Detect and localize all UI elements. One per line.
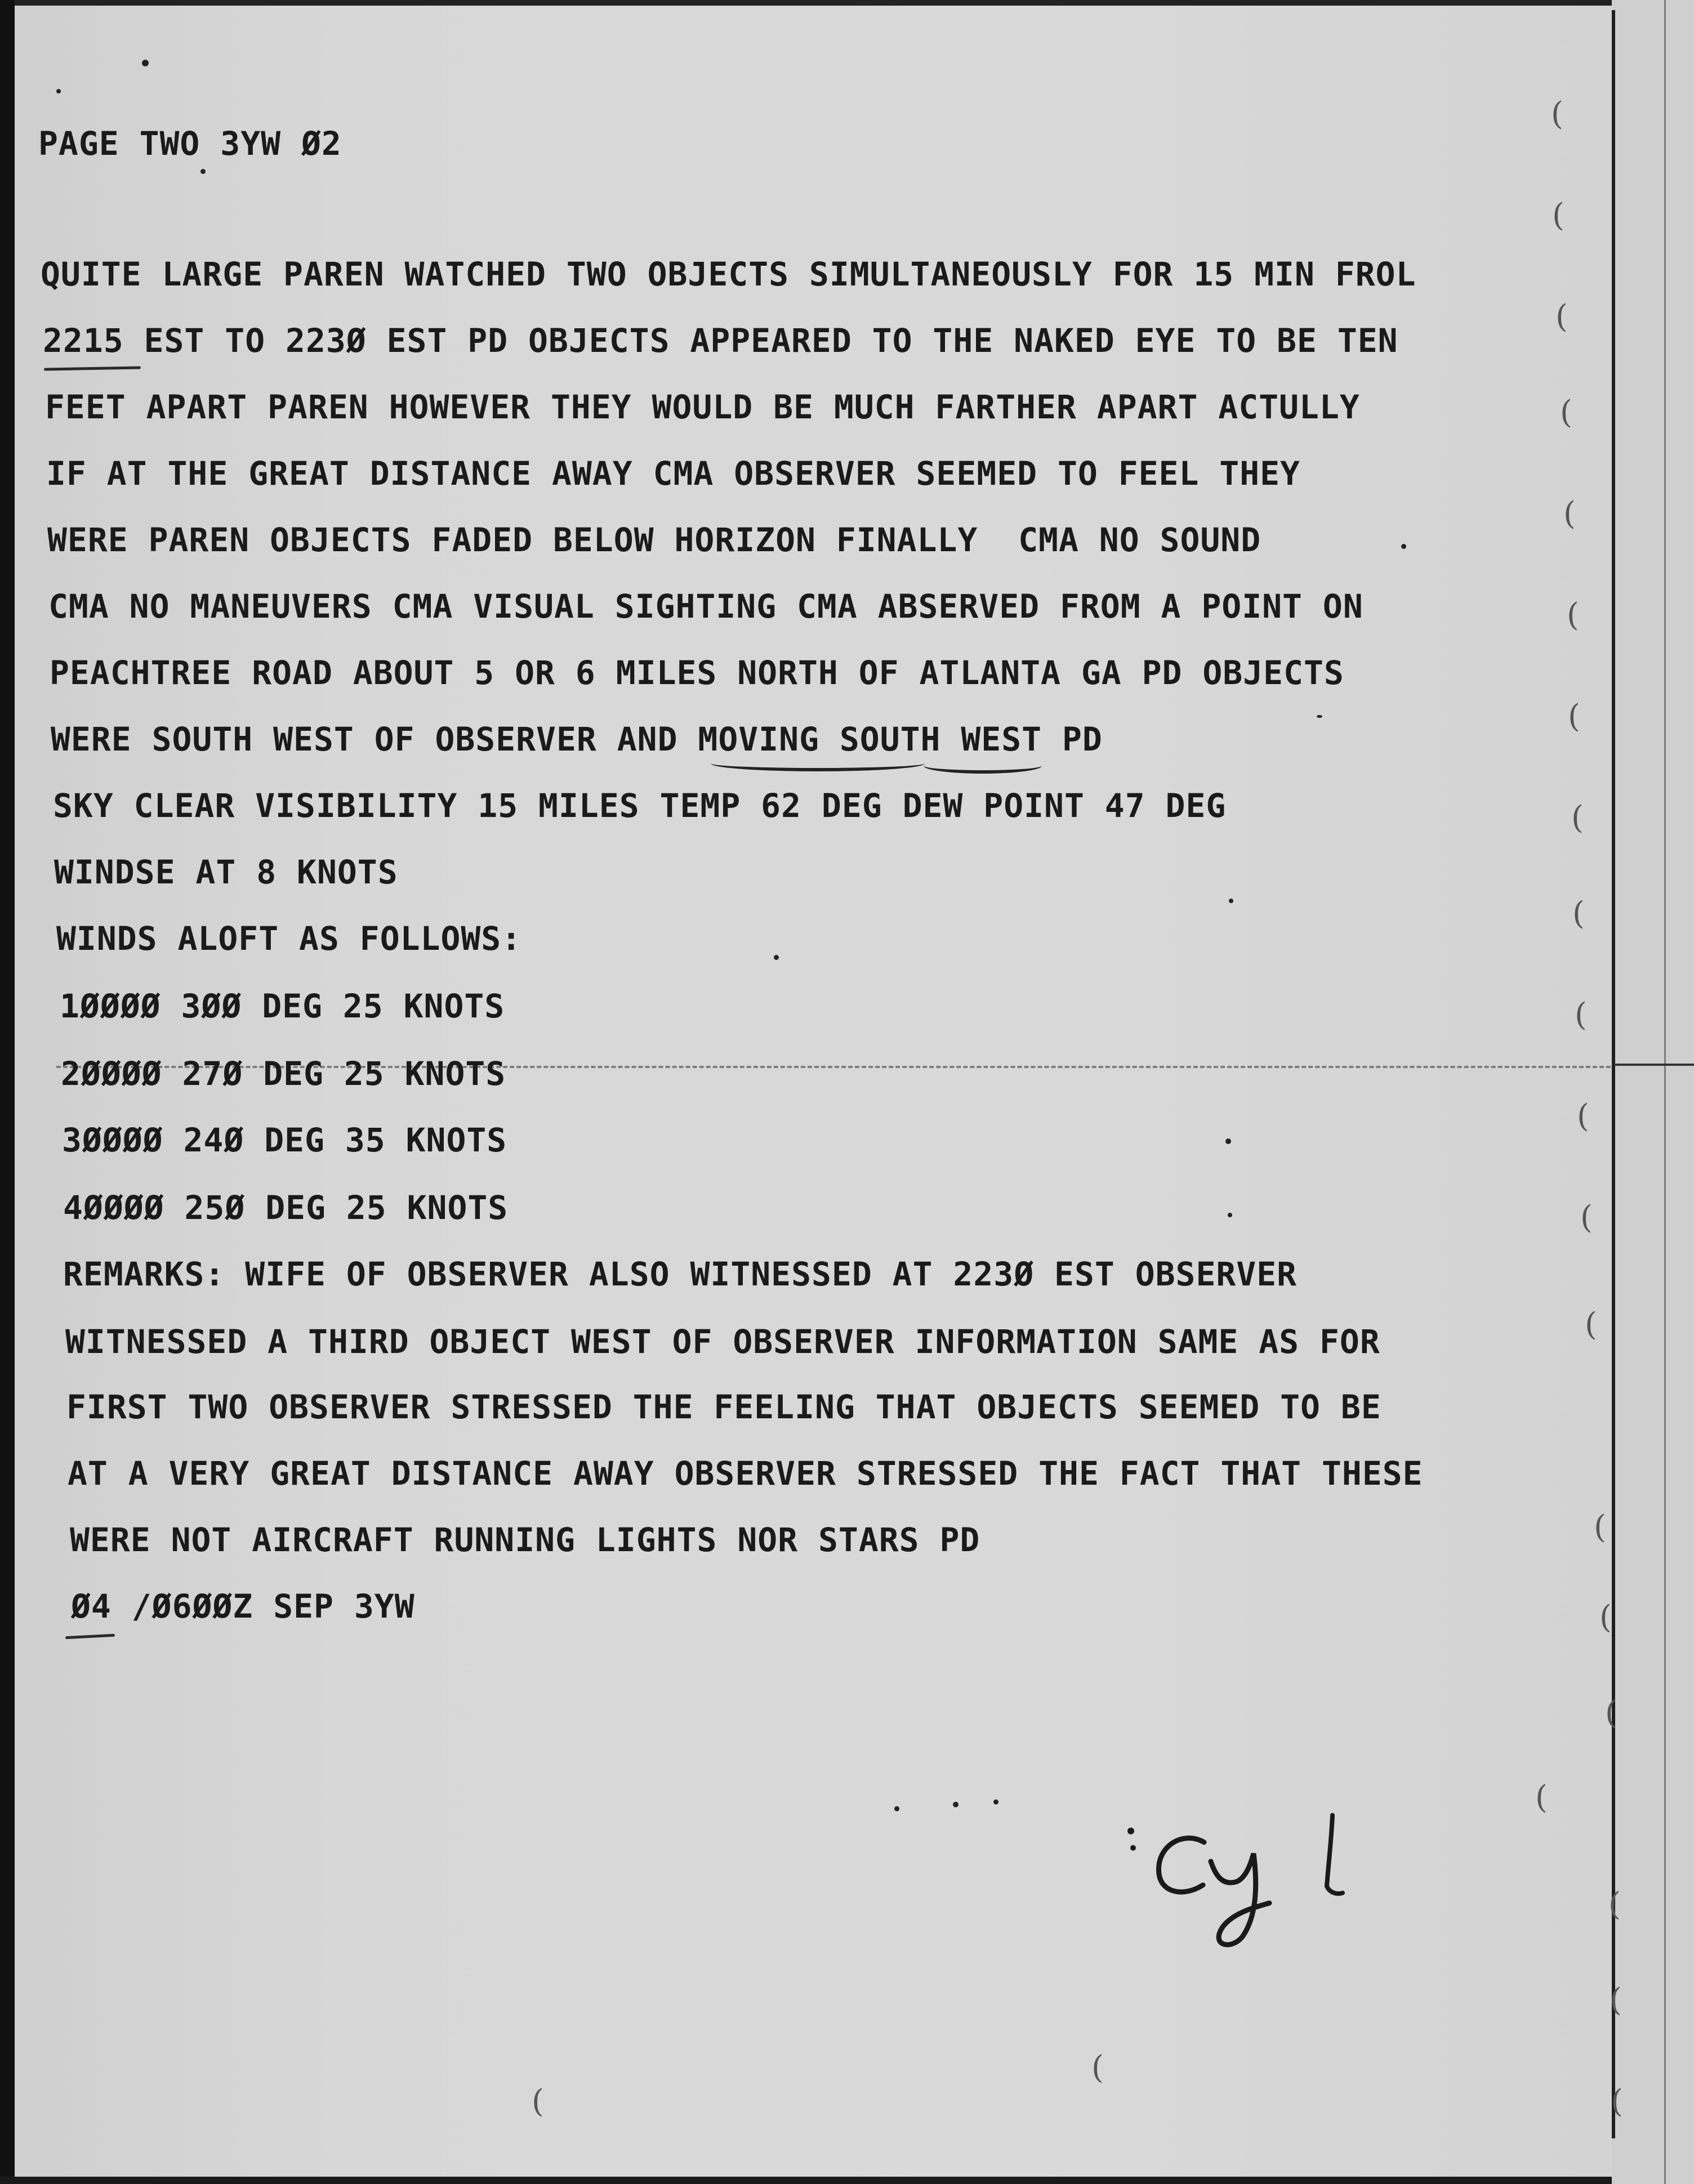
speck: [200, 169, 206, 174]
margin-mark: (: [1610, 1982, 1622, 2018]
message-line: FEET APART PAREN HOWEVER THEY WOULD BE MUCH FARTHER APART ACTULLY: [45, 388, 1360, 426]
margin-mark: (: [1575, 997, 1587, 1033]
margin-mark: (: [1577, 1098, 1589, 1135]
page-header: PAGE TWO 3YW Ø2: [38, 124, 342, 163]
margin-mark: (: [1608, 1886, 1621, 1923]
speck: [894, 1806, 899, 1811]
pen-underline: [44, 366, 141, 370]
winds-aloft-row: 4ØØØØ 25Ø DEG 25 KNOTS: [63, 1189, 509, 1227]
margin-mark: (: [1568, 698, 1580, 735]
message-line: WITNESSED A THIRD OBJECT WEST OF OBSERVER INFORMATION SAME AS FOR: [65, 1323, 1380, 1361]
message-line: CMA NO MANEUVERS CMA VISUAL SIGHTING CMA ABSERVED FROM A POINT ON: [48, 587, 1363, 626]
margin-mark: (: [1567, 597, 1579, 633]
speck: [774, 955, 779, 960]
message-line: WINDS ALOFT AS FOLLOWS:: [56, 919, 522, 958]
margin-mark: (: [1580, 1199, 1593, 1236]
pen-brace: [924, 758, 1042, 774]
message-line: WERE SOUTH WEST OF OBSERVER AND MOVING SOUTH WEST PD: [51, 720, 1103, 758]
message-line: FIRST TWO OBSERVER STRESSED THE FEELING THAT OBJECTS SEEMED TO BE: [66, 1388, 1381, 1426]
margin-mark: (: [1551, 96, 1563, 132]
speck: [953, 1802, 959, 1807]
message-line: SKY CLEAR VISIBILITY 15 MILES TEMP 62 DEG DEW POINT 47 DEG: [53, 787, 1227, 825]
message-line: AT A VERY GREAT DISTANCE AWAY OBSERVER STRESSED THE FACT THAT THESE: [68, 1454, 1423, 1493]
winds-aloft-row: 1ØØØØ 3ØØ DEG 25 KNOTS: [60, 987, 505, 1025]
speck: [1229, 899, 1233, 903]
margin-mark: (: [1585, 1306, 1597, 1343]
margin-mark: (: [1560, 394, 1572, 431]
pen-brace: [711, 756, 925, 771]
message-line: 2215 EST TO 223Ø EST PD OBJECTS APPEARED TO THE NAKED EYE TO BE TEN: [43, 321, 1398, 360]
message-line: WINDSE AT 8 KNOTS: [54, 853, 398, 891]
scan-edge-bottom: [0, 2177, 1694, 2184]
pen-underline: [65, 1634, 115, 1640]
winds-aloft-row: 3ØØØØ 24Ø DEG 35 KNOTS: [62, 1121, 507, 1159]
margin-mark: (: [1611, 2083, 1623, 2120]
margin-mark: (: [1563, 495, 1576, 532]
speck: [1228, 1213, 1232, 1217]
message-line: QUITE LARGE PAREN WATCHED TWO OBJECTS SIMULTANEOUSLY FOR 15 MIN FROL: [41, 255, 1416, 293]
date-time-group: Ø4 /Ø6ØØZ SEP 3YW: [71, 1587, 415, 1625]
scan-edge-top: [0, 0, 1694, 6]
margin-mark: (: [1599, 1599, 1612, 1636]
page-edge-line: [1612, 10, 1615, 2138]
margin-mark: (: [1552, 197, 1564, 234]
margin-mark: (: [1572, 895, 1585, 932]
margin-mark: (: [532, 2083, 544, 2120]
message-line: IF AT THE GREAT DISTANCE AWAY CMA OBSERVER SEEMED TO FEEL THEY: [46, 454, 1300, 493]
speck: [1401, 544, 1406, 549]
speck: [142, 60, 149, 66]
message-line: PEACHTREE ROAD ABOUT 5 OR 6 MILES NORTH OF ATLANTA GA PD OBJECTS: [50, 654, 1344, 692]
tractor-feed-strip: [1612, 0, 1694, 2184]
margin-mark: (: [1091, 2049, 1104, 2086]
speck: [1317, 715, 1322, 718]
margin-mark: (: [1571, 800, 1584, 836]
message-line: REMARKS: WIFE OF OBSERVER ALSO WITNESSED AT 223Ø EST OBSERVER: [63, 1255, 1298, 1293]
scan-edge-left: [0, 0, 15, 2184]
message-line: WERE NOT AIRCRAFT RUNNING LIGHTS NOR STARS PD: [70, 1521, 980, 1559]
speck: [1225, 1138, 1231, 1144]
tear-line-margin: [1614, 1064, 1694, 1066]
message-line: WERE PAREN OBJECTS FADED BELOW HORIZON FINALLY CMA NO SOUND: [47, 521, 1261, 559]
margin-mark: (: [1605, 1695, 1617, 1731]
perforation-line: [1664, 0, 1666, 2184]
speck: [56, 89, 61, 93]
speck: [993, 1799, 998, 1805]
handwritten-note: [1126, 1807, 1363, 1954]
winds-aloft-row: 2ØØØØ 27Ø DEG 25 KNOTS: [61, 1055, 506, 1093]
margin-mark: (: [1594, 1509, 1606, 1546]
margin-mark: (: [1555, 298, 1568, 335]
margin-mark: (: [1535, 1779, 1548, 1816]
